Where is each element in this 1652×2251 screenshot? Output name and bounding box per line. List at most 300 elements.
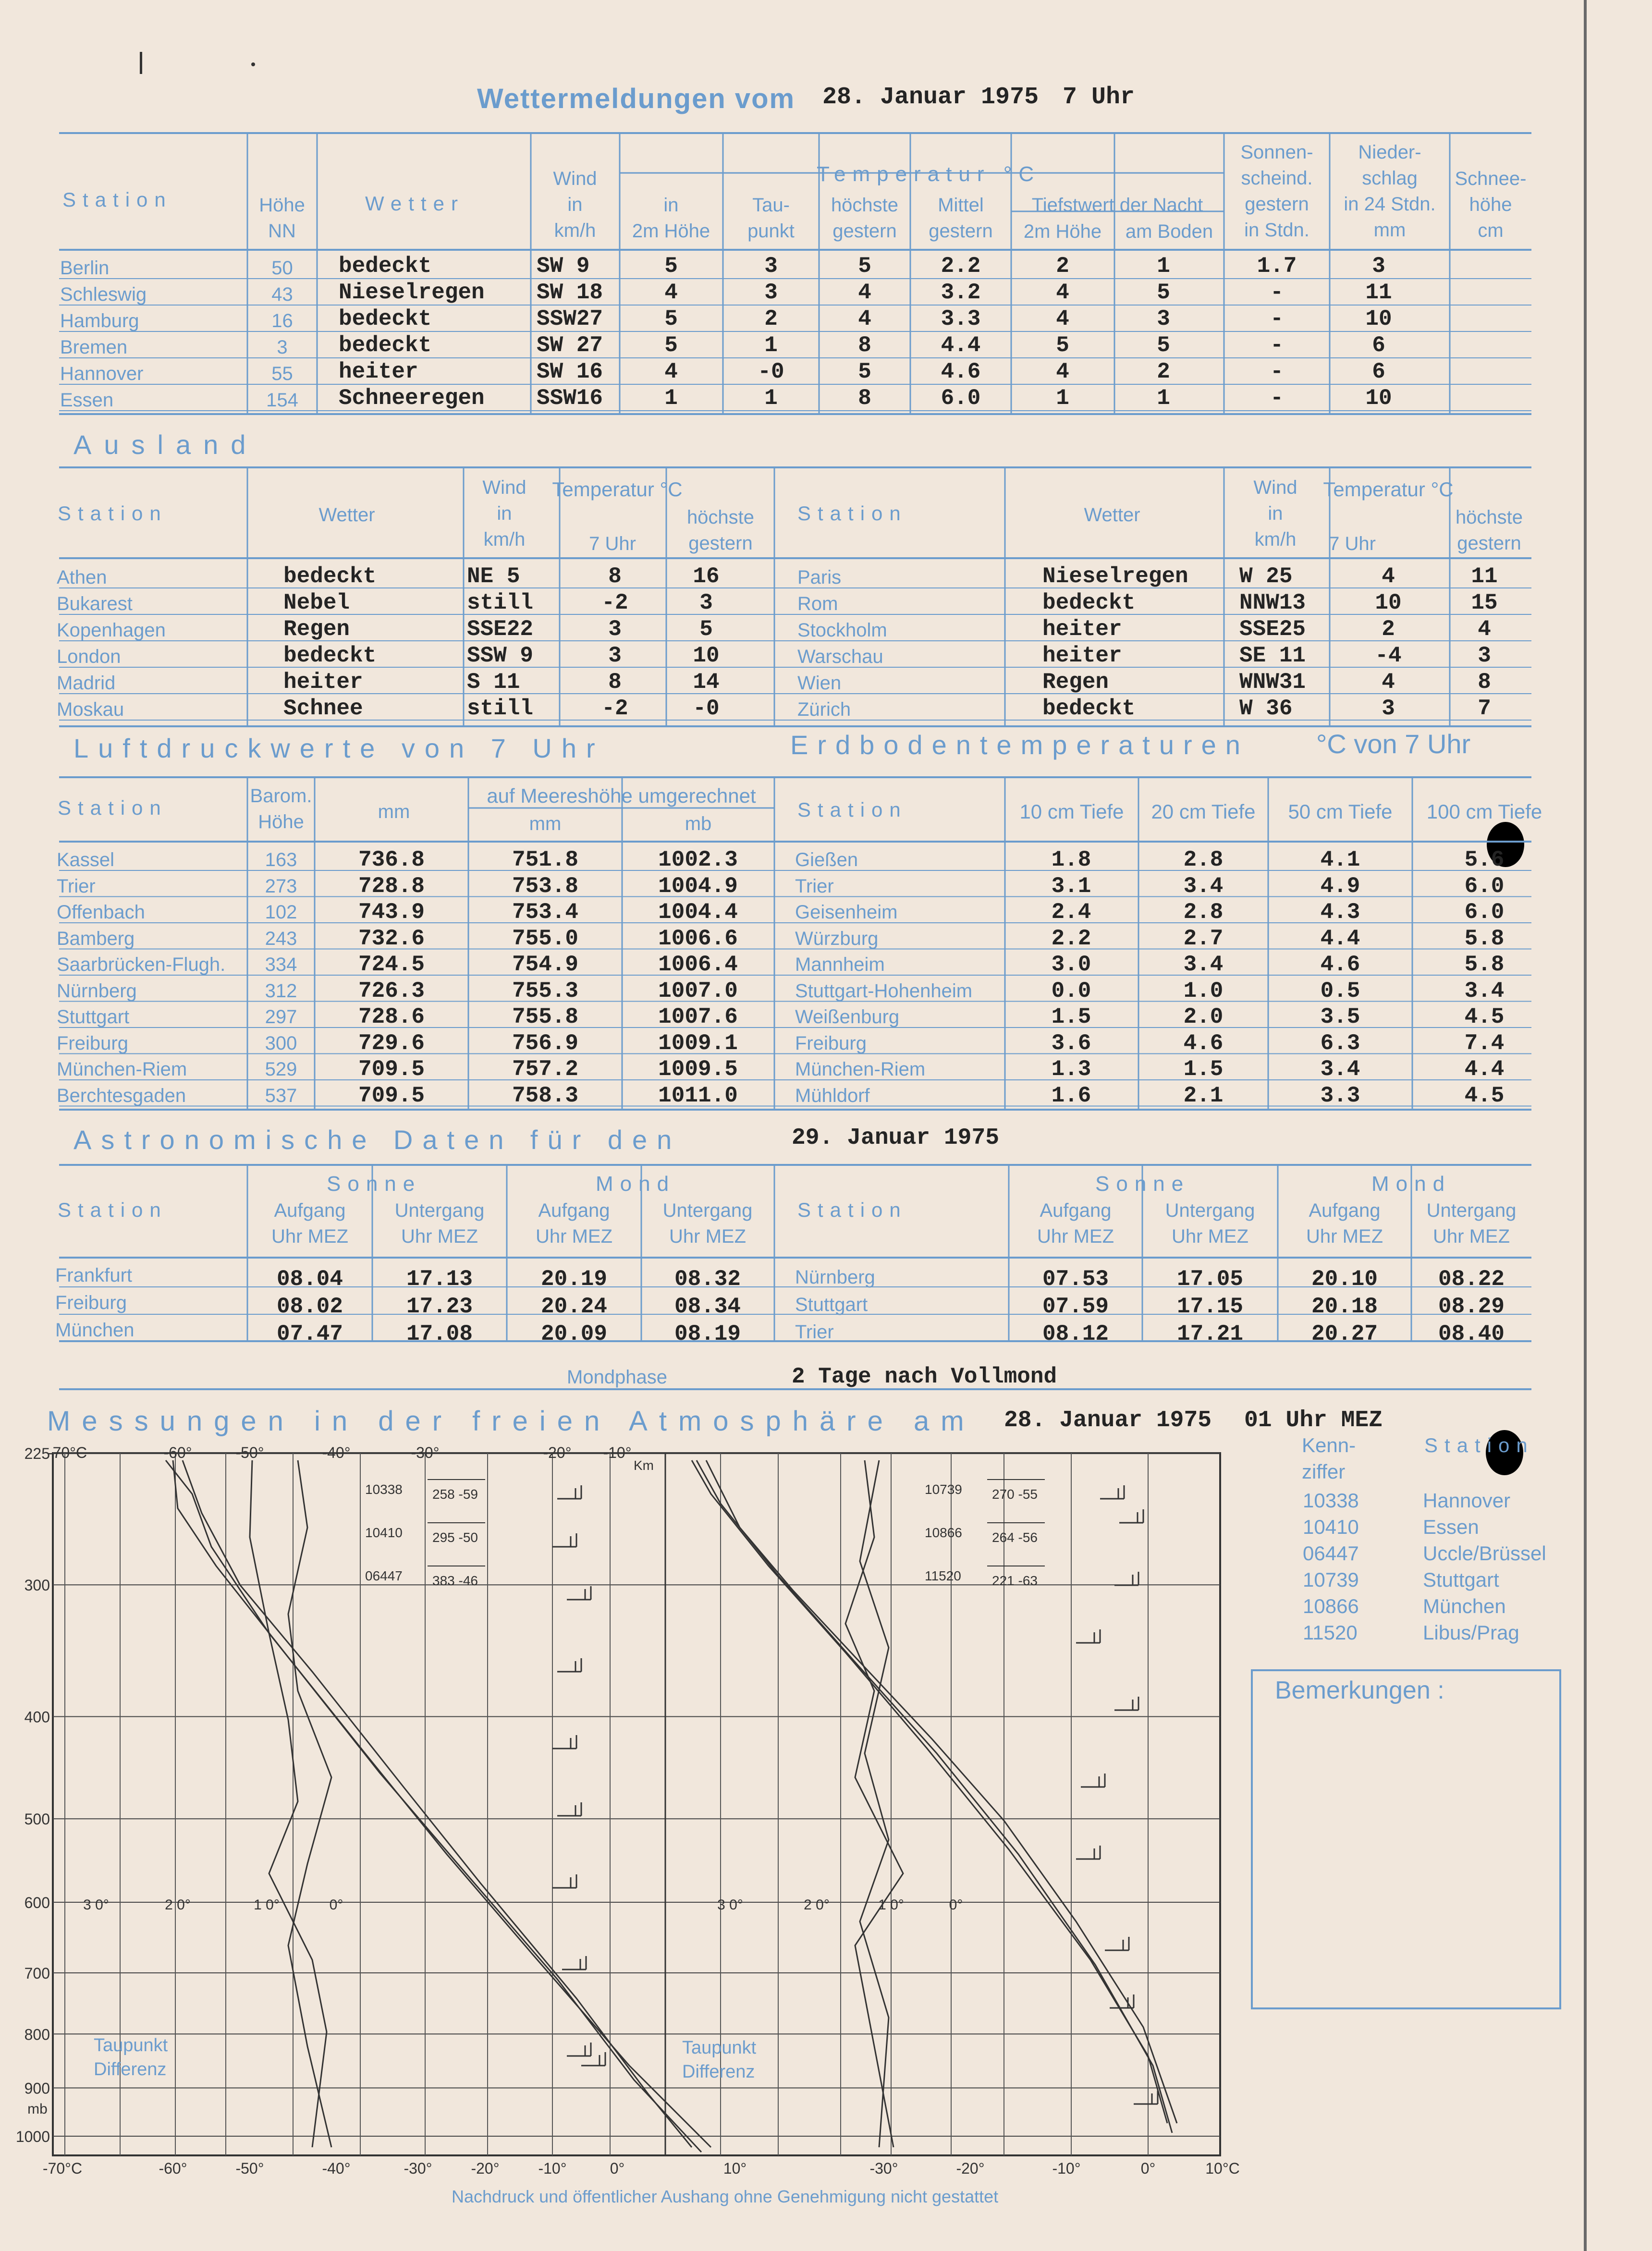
t50-value: 4.1 xyxy=(1320,847,1360,872)
mm-nn-value: 751.8 xyxy=(512,847,579,872)
mm-value: 729.6 xyxy=(358,1030,425,1056)
legend-station: Stuttgart xyxy=(1423,1568,1499,1591)
station-header: Station xyxy=(1424,1434,1534,1456)
hoehe-value: 55 xyxy=(271,363,293,384)
station-name: Trier xyxy=(795,1321,834,1343)
min-boden-value: 5 xyxy=(1157,280,1170,305)
mm-nn-value: 753.4 xyxy=(512,900,579,925)
temperature-curve xyxy=(706,1460,1177,2123)
t50-value: 4.9 xyxy=(1320,873,1360,899)
t7-value: 4 xyxy=(1382,670,1395,695)
pressure-label: 800 xyxy=(24,2026,50,2043)
legend-id: 10739 xyxy=(1303,1568,1359,1591)
tropopause-value: 221 -63 xyxy=(992,1573,1038,1588)
t50-value: 6.3 xyxy=(1320,1030,1360,1056)
nieder-header: in 24 Stdn. xyxy=(1344,194,1436,215)
wind-header: in xyxy=(567,194,583,215)
hoehe-value: 3 xyxy=(277,337,288,358)
top-temp-label: -40° xyxy=(322,1444,351,1461)
wetter-header: Wetter xyxy=(1084,504,1140,526)
min-boden-value: 2 xyxy=(1157,359,1170,384)
min-boden-value: 3 xyxy=(1157,306,1170,331)
mb-value: 1009.5 xyxy=(658,1057,738,1082)
station-header: Station xyxy=(62,188,172,211)
temperature-curve xyxy=(183,1460,692,2147)
t20-value: 2.7 xyxy=(1183,926,1224,951)
sonne-aufgang: 07.47 xyxy=(276,1321,343,1346)
barom-hoehe-value: 297 xyxy=(265,1006,297,1028)
t7-value: 3 xyxy=(608,643,622,668)
aufgang-header: Aufgang xyxy=(1040,1200,1112,1221)
tropopause-id: 10410 xyxy=(365,1525,403,1540)
station-name: Trier xyxy=(57,875,96,897)
mittel-value: 4.4 xyxy=(941,333,981,358)
t10-value: 0.0 xyxy=(1051,978,1091,1003)
t20-value: 1.0 xyxy=(1183,978,1224,1003)
taupunkt-header: Tau- xyxy=(752,195,790,216)
t50-value: 3.4 xyxy=(1320,1057,1360,1082)
t7-value: 8 xyxy=(608,670,622,695)
nieder-value: 3 xyxy=(1372,254,1385,279)
wind-header: Wind xyxy=(553,168,597,189)
station-name: Freiburg xyxy=(795,1032,867,1054)
min-2m-value: 1 xyxy=(1056,386,1069,411)
tropopause-id: 11520 xyxy=(925,1568,961,1583)
sonne-header: gestern xyxy=(1245,194,1309,215)
wind-value: NNW13 xyxy=(1239,590,1306,615)
t10-value: 3.6 xyxy=(1051,1030,1091,1056)
t7-header: 7 Uhr xyxy=(1329,533,1376,554)
min-2m-value: 4 xyxy=(1056,359,1069,384)
taupunkt-label: Differenz xyxy=(94,2059,167,2080)
wind-value: W 25 xyxy=(1239,564,1293,589)
atmosphere-time: 01 Uhr MEZ xyxy=(1244,1407,1383,1433)
taupunkt-label: Differenz xyxy=(682,2062,755,2082)
mond-header: Mond xyxy=(596,1172,676,1196)
t20-value: 2.1 xyxy=(1183,1083,1224,1108)
station-name: Madrid xyxy=(57,673,116,694)
t10-value: 1.3 xyxy=(1051,1057,1091,1082)
wind-header: km/h xyxy=(483,529,526,550)
temp-2m-value: 5 xyxy=(664,333,678,358)
station-name: Hannover xyxy=(60,363,144,384)
max-header: höchste xyxy=(686,507,755,528)
mm-nn-value: 758.3 xyxy=(512,1083,579,1108)
sonne-aufgang: 08.04 xyxy=(276,1267,343,1292)
t10-value: 1.6 xyxy=(1051,1083,1091,1108)
t7-value: 4 xyxy=(1382,564,1395,589)
mond-untergang: 08.19 xyxy=(674,1321,741,1346)
wind-header: km/h xyxy=(1254,529,1297,550)
dewpoint-scale-label: 2 0° xyxy=(804,1897,830,1913)
station-name: Rom xyxy=(797,593,838,614)
t10-value: 3.1 xyxy=(1051,873,1091,899)
wind-header: in xyxy=(497,503,512,524)
t7-value: -2 xyxy=(601,696,628,721)
station-name: Zürich xyxy=(797,699,851,720)
t100-value: 5.8 xyxy=(1464,952,1505,977)
station-header: Station xyxy=(58,1199,168,1221)
t10-value: 1.5 xyxy=(1051,1004,1091,1029)
temp-2m-value: 5 xyxy=(664,254,678,279)
bottom-temp-label: -10° xyxy=(1052,2160,1081,2177)
station-name: Geisenheim xyxy=(795,902,898,923)
station-name: Freiburg xyxy=(55,1292,127,1313)
taupunkt-value: 1 xyxy=(764,333,778,358)
ausland-title: Ausland xyxy=(73,429,258,460)
sonne-value: 1.7 xyxy=(1257,254,1297,279)
station-name: Schleswig xyxy=(60,284,147,305)
wind-value: W 36 xyxy=(1239,696,1293,721)
bemerkungen-label: Bemerkungen : xyxy=(1275,1676,1444,1704)
max-value: 7 xyxy=(1478,696,1491,721)
mm-nn-value: 757.2 xyxy=(512,1057,579,1082)
top-temp-label: -10° xyxy=(603,1444,632,1461)
min-2m-value: 4 xyxy=(1056,306,1069,331)
top-temp-label: -50° xyxy=(235,1444,264,1461)
tropopause-id: 10866 xyxy=(925,1525,962,1540)
temp-header: Temperatur °C xyxy=(1323,478,1454,501)
dewpoint-scale-label: 1 0° xyxy=(878,1897,904,1913)
station-name: Würzburg xyxy=(795,928,879,949)
max-value: 14 xyxy=(693,670,720,695)
mond-aufgang: 20.18 xyxy=(1311,1294,1378,1319)
wetter-header: Wetter xyxy=(318,504,375,526)
t100-header: 100 cm Tiefe xyxy=(1426,800,1542,823)
bottom-temp-label: -20° xyxy=(471,2160,500,2177)
untergang-header: Uhr MEZ xyxy=(1172,1226,1248,1247)
t20-value: 2.8 xyxy=(1183,847,1224,872)
legend-station: Libus/Prag xyxy=(1423,1621,1519,1644)
station-name: Stuttgart xyxy=(795,1294,868,1315)
barom-hoehe-value: 243 xyxy=(265,928,297,949)
max-value: 16 xyxy=(693,564,720,589)
aufgang-header: Aufgang xyxy=(274,1200,346,1221)
tropopause-value: 258 -59 xyxy=(432,1487,478,1502)
station-name: Mannheim xyxy=(795,954,885,975)
sonne-value: - xyxy=(1270,280,1284,305)
atmosphere-title: Messungen in der freien Atmosphäre am xyxy=(47,1406,976,1437)
wind-value: SSW27 xyxy=(537,306,603,331)
hoehe-value: 43 xyxy=(271,284,293,305)
taupunkt-value: 2 xyxy=(764,306,778,331)
wetter-value: heiter xyxy=(339,359,418,384)
wetter-value: bedeckt xyxy=(283,564,377,589)
pressure-label: 1000 xyxy=(15,2128,50,2145)
astro-date: 29. Januar 1975 xyxy=(792,1125,1000,1151)
tropopause-value: 295 -50 xyxy=(432,1530,478,1545)
station-header: Station xyxy=(797,798,907,821)
mittel-value: 3.3 xyxy=(941,306,981,331)
nieder-value: 6 xyxy=(1372,333,1385,358)
taupunkt-value: 1 xyxy=(764,386,778,411)
bottom-temp-label: 10° xyxy=(723,2160,747,2177)
max-header: gestern xyxy=(688,533,753,554)
tropopause-value: 264 -56 xyxy=(992,1530,1038,1545)
station-header: Station xyxy=(58,502,168,525)
t10-header: 10 cm Tiefe xyxy=(1019,800,1124,823)
wind-value: SSW16 xyxy=(537,386,603,411)
top-temp-label: -30° xyxy=(411,1444,440,1461)
page-title: Wettermeldungen vom xyxy=(477,83,795,114)
station-name: Wien xyxy=(797,673,842,694)
t50-value: 4.3 xyxy=(1320,900,1360,925)
sonne-aufgang: 08.02 xyxy=(276,1294,343,1319)
mm-value: 726.3 xyxy=(358,978,425,1003)
bottom-temp-label: 0° xyxy=(1140,2160,1156,2177)
sonne-value: - xyxy=(1270,386,1284,411)
bemerkungen-box xyxy=(1251,1669,1561,2009)
nieder-value: 10 xyxy=(1365,306,1392,331)
station-header: Station xyxy=(58,796,168,819)
mm-nn-value: 755.3 xyxy=(512,978,579,1003)
legend-station: Uccle/Brüssel xyxy=(1423,1542,1546,1565)
tropopause-value: 383 -46 xyxy=(432,1573,478,1588)
sonne-header: in Stdn. xyxy=(1244,220,1309,241)
mond-header: Mond xyxy=(1371,1172,1452,1196)
wetter-value: heiter xyxy=(1042,643,1122,668)
aufgang-header: Uhr MEZ xyxy=(1037,1226,1114,1247)
wind-value: WNW31 xyxy=(1239,670,1306,695)
wetter-value: Regen xyxy=(283,617,350,642)
mm-header: mm xyxy=(378,801,410,822)
bottom-temp-label: 10°C xyxy=(1205,2160,1240,2177)
station-header: Station xyxy=(797,502,907,525)
report-date: 28. Januar 1975 xyxy=(822,84,1039,111)
wetter-value: Nieselregen xyxy=(1042,564,1188,589)
mb-value: 1004.9 xyxy=(658,873,738,899)
max-value: 5 xyxy=(858,359,871,384)
max-value: 8 xyxy=(1478,670,1491,695)
mm-value: 736.8 xyxy=(358,847,425,872)
nieder-header: schlag xyxy=(1362,168,1418,189)
bottom-temp-label: -40° xyxy=(322,2160,351,2177)
max-value: -0 xyxy=(693,696,720,721)
station-name: Nürnberg xyxy=(795,1267,875,1288)
wind-value: SW 16 xyxy=(537,359,603,384)
mittel-value: 3.2 xyxy=(941,280,981,305)
station-name: Weißenburg xyxy=(795,1006,900,1028)
t20-value: 3.4 xyxy=(1183,952,1224,977)
wetter-value: Nebel xyxy=(283,590,350,615)
erdboden-suffix: °C von 7 Uhr xyxy=(1316,729,1471,759)
erdboden-title: Erdbodentemperaturen xyxy=(790,730,1249,760)
legend-station: München xyxy=(1423,1595,1506,1617)
mb-header: mb xyxy=(685,813,712,834)
sonne-value: - xyxy=(1270,306,1284,331)
station-name: Warschau xyxy=(797,646,883,667)
wind-value: NE 5 xyxy=(467,564,520,589)
mm-nn-header: mm xyxy=(529,813,562,834)
luftdruck-title: Luftdruckwerte von 7 Uhr xyxy=(73,733,605,763)
barom-hoehe-value: 529 xyxy=(265,1059,297,1080)
mm-value: 728.8 xyxy=(358,873,425,899)
wind-value: still xyxy=(467,696,534,721)
mb-value: 1006.4 xyxy=(658,952,738,977)
mb-value: 1009.1 xyxy=(658,1030,738,1056)
barom-hoehe-value: 102 xyxy=(265,902,297,923)
max-value: 4 xyxy=(858,306,871,331)
in2m-header: in xyxy=(663,195,679,216)
station-name: Gießen xyxy=(795,849,858,870)
tropopause-id: 10338 xyxy=(365,1482,403,1497)
tiefboden-header: am Boden xyxy=(1125,221,1213,242)
barom-hoehe-value: 273 xyxy=(265,875,297,897)
t20-header: 20 cm Tiefe xyxy=(1151,800,1256,823)
station-name: Saarbrücken-Flugh. xyxy=(57,954,226,975)
mond-aufgang: 20.24 xyxy=(540,1294,608,1319)
t20-value: 2.8 xyxy=(1183,900,1224,925)
mm-value: 709.5 xyxy=(358,1083,425,1108)
min-2m-value: 4 xyxy=(1056,280,1069,305)
wind-value: SSE25 xyxy=(1239,617,1306,642)
station-name: Berchtesgaden xyxy=(57,1085,186,1106)
hoehe-header: NN xyxy=(268,220,296,242)
hoechste-header: gestern xyxy=(832,220,897,242)
station-name: Moskau xyxy=(57,699,124,720)
in2m-header: 2m Höhe xyxy=(632,220,710,242)
t50-header: 50 cm Tiefe xyxy=(1288,800,1393,823)
station-name: Hamburg xyxy=(60,310,139,331)
wetter-value: bedeckt xyxy=(1042,590,1136,615)
wetter-value: bedeckt xyxy=(1042,696,1136,721)
t20-value: 2.0 xyxy=(1183,1004,1224,1029)
astro-title: Astronomische Daten für den xyxy=(73,1125,682,1155)
pressure-label: 900 xyxy=(24,2080,50,2097)
sonne-header: Sonne xyxy=(327,1172,422,1196)
station-name: München-Riem xyxy=(795,1059,926,1080)
t100-value: 5.6 xyxy=(1464,847,1505,872)
mb-value: 1007.6 xyxy=(658,1004,738,1029)
legend-id: 11520 xyxy=(1303,1621,1358,1644)
taupunkt-label: Taupunkt xyxy=(682,2038,757,2058)
mittel-value: 2.2 xyxy=(941,254,981,279)
wind-header: Wind xyxy=(1253,477,1297,498)
barom-header: Barom. xyxy=(250,785,312,807)
atmosphere-date: 28. Januar 1975 xyxy=(1004,1407,1212,1433)
t7-value: 10 xyxy=(1375,590,1402,615)
aufgang-header: Uhr MEZ xyxy=(536,1226,612,1247)
wind-header: in xyxy=(1268,503,1283,524)
mond-untergang: 08.22 xyxy=(1438,1267,1505,1292)
t100-value: 5.8 xyxy=(1464,926,1505,951)
legend-station: Hannover xyxy=(1423,1489,1511,1512)
bottom-temp-label: -50° xyxy=(235,2160,264,2177)
station-name: Stuttgart-Hohenheim xyxy=(795,980,973,1002)
report-time: 7 Uhr xyxy=(1063,84,1135,111)
sonne-header: Sonne xyxy=(1095,1172,1190,1196)
station-name: Bremen xyxy=(60,337,128,358)
temperatur-header: Temperatur °C xyxy=(817,162,1041,186)
schnee-header: höhe xyxy=(1469,194,1512,215)
barom-hoehe-value: 537 xyxy=(265,1085,297,1106)
taupunkt-value: 3 xyxy=(764,254,778,279)
station-name: Nürnberg xyxy=(57,980,137,1002)
mittel-header: Mittel xyxy=(938,195,984,216)
wind-header: Wind xyxy=(482,477,526,498)
mond-aufgang: 20.09 xyxy=(540,1321,608,1346)
station-name: Bamberg xyxy=(57,928,135,949)
mb-value: 1004.4 xyxy=(658,900,738,925)
station-name: Berlin xyxy=(60,257,110,279)
station-name: Athen xyxy=(57,567,107,588)
footer-note: Nachdruck und öffentlicher Aushang ohne Genehmigung nicht gestattet xyxy=(452,2187,999,2206)
min-2m-value: 2 xyxy=(1056,254,1069,279)
mb-value: 1006.6 xyxy=(658,926,738,951)
t7-value: 8 xyxy=(608,564,622,589)
t50-value: 3.5 xyxy=(1320,1004,1360,1029)
top-temp-label: -70°C xyxy=(47,1444,87,1461)
mm-nn-value: 754.9 xyxy=(512,952,579,977)
sonne-untergang: 17.05 xyxy=(1176,1267,1244,1292)
t7-value: 3 xyxy=(608,617,622,642)
station-name: Stockholm xyxy=(797,620,887,641)
aufgang-header: Aufgang xyxy=(1309,1200,1381,1221)
t10-value: 1.8 xyxy=(1051,847,1091,872)
station-name: München-Riem xyxy=(57,1059,187,1080)
max-value: 11 xyxy=(1471,564,1498,589)
wind-value: SW 9 xyxy=(537,254,590,279)
barom-hoehe-value: 334 xyxy=(265,954,297,975)
max-value: 4 xyxy=(858,280,871,305)
nieder-header: mm xyxy=(1373,220,1406,241)
station-name: Essen xyxy=(60,390,114,411)
t100-value: 7.4 xyxy=(1464,1030,1505,1056)
pressure-label: 700 xyxy=(24,1964,50,1982)
sonne-aufgang: 07.53 xyxy=(1042,1267,1109,1292)
temperature-curve xyxy=(692,1460,1167,2123)
tropopause-id: 06447 xyxy=(365,1568,403,1583)
untergang-header: Untergang xyxy=(662,1200,753,1221)
sonne-header: scheind. xyxy=(1241,168,1313,189)
mittel-value: 6.0 xyxy=(941,386,981,411)
t7-value: 2 xyxy=(1382,617,1395,642)
wetter-value: heiter xyxy=(283,670,363,695)
temp-2m-value: 5 xyxy=(664,306,678,331)
aufgang-header: Uhr MEZ xyxy=(1306,1226,1383,1247)
untergang-header: Uhr MEZ xyxy=(1433,1226,1510,1247)
station-header: Station xyxy=(797,1199,907,1221)
wind-value: still xyxy=(467,590,534,615)
pressure-label: 500 xyxy=(24,1811,50,1828)
wind-value: SW 27 xyxy=(537,333,603,358)
sonne-value: - xyxy=(1270,333,1284,358)
meer-header: auf Meereshöhe umgerechnet xyxy=(487,784,756,807)
tiefstwert-header: Tiefstwert der Nacht xyxy=(1031,195,1203,216)
max-value: 10 xyxy=(693,643,720,668)
temp-2m-value: 1 xyxy=(664,386,678,411)
temp-2m-value: 4 xyxy=(664,359,678,384)
sonne-untergang: 17.13 xyxy=(406,1267,473,1292)
sonne-untergang: 17.15 xyxy=(1176,1294,1244,1319)
t10-value: 2.2 xyxy=(1051,926,1091,951)
t10-value: 2.4 xyxy=(1051,900,1091,925)
wetter-value: Schnee xyxy=(283,696,363,721)
station-name: Paris xyxy=(797,567,842,588)
sonne-aufgang: 08.12 xyxy=(1042,1321,1109,1346)
mm-value: 724.5 xyxy=(358,952,425,977)
min-boden-value: 1 xyxy=(1157,254,1170,279)
station-name: Stuttgart xyxy=(57,1006,130,1028)
untergang-header: Uhr MEZ xyxy=(401,1226,478,1247)
t100-value: 3.4 xyxy=(1464,978,1505,1003)
mm-value: 728.6 xyxy=(358,1004,425,1029)
mond-untergang: 08.29 xyxy=(1438,1294,1505,1319)
nieder-header: Nieder- xyxy=(1358,142,1421,163)
aufgang-header: Uhr MEZ xyxy=(271,1226,348,1247)
pressure-label: 400 xyxy=(24,1708,50,1726)
bottom-temp-label: -30° xyxy=(404,2160,432,2177)
